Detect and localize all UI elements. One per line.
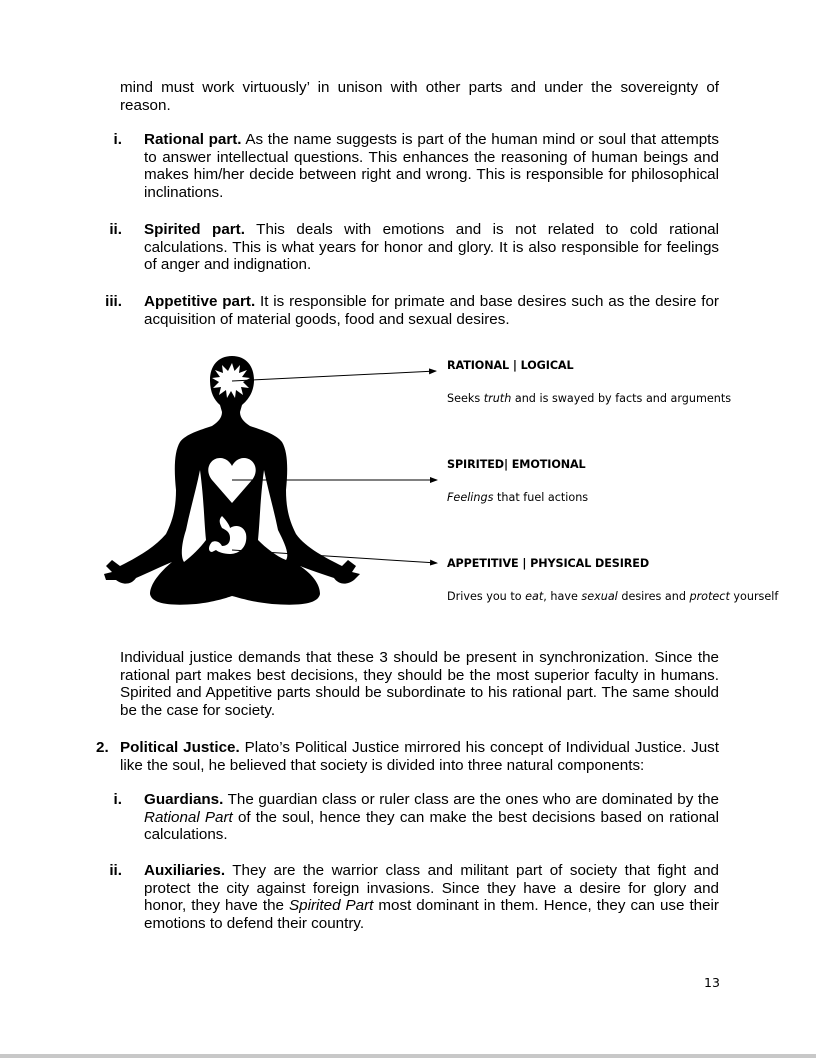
list-marker: i. — [113, 131, 122, 148]
rational-label-desc: Seeks truth and is swayed by facts and arguments — [447, 392, 732, 405]
list-number: 2. — [96, 739, 109, 756]
term-spirited: Spirited part. — [144, 221, 245, 238]
list-marker: ii. — [109, 862, 122, 879]
page-number: 13 — [704, 975, 720, 990]
list-marker: i. — [113, 791, 122, 808]
individual-justice-summary: Individual justice demands that these 3 should be present in synchronization. Since the rational part makes best decisions, they should be the most superior faculty in humans. Spirited and Appetitive parts should be subordinate to his rational part. The same should be the case for society. — [120, 649, 719, 719]
desc-appetitive: It is responsible for primate and base desires such as the desire for acquisition of material goods, food and sexual desires. — [144, 293, 719, 328]
list-marker: iii. — [105, 293, 122, 310]
intro-text: mind must work virtuously’ in unison with other parts and under the sovereignty of reason. — [120, 79, 719, 114]
desc-spirited: This deals with emotions and is not related to cold rational calculations. This is what years for honor and glory. It is also responsible for feelings of anger and indignation. — [144, 221, 719, 273]
list-item-auxiliaries: Auxiliaries. They are the warrior class and militant part of society that fight and protect the city against foreign invasions. Since they have a desire for glory and honor, they have the Spirited Part most dominant in them. Hence, they can use their emotions to defend their country. — [144, 862, 719, 932]
appetitive-label-title: APPETITIVE | PHYSICAL DESIRED — [447, 557, 650, 570]
rational-arrow — [232, 371, 436, 381]
page-bottom-border — [0, 1054, 816, 1058]
term-rational: Rational part. — [144, 131, 242, 148]
desc-rational: As the name suggests is part of the human mind or soul that attempts to answer intellectual questions. This enhances the reasoning of human beings and makes him/her decide between right and wrong. This is responsible for philosophical inclinations. — [144, 131, 719, 201]
spirited-label-title: SPIRITED| EMOTIONAL — [447, 458, 586, 471]
list-item-guardians: Guardians. The guardian class or ruler class are the ones who are dominated by the Rational Part of the soul, hence they can make the best decisions based on rational calculations. — [144, 791, 719, 843]
term-political-justice: Political Justice. — [120, 739, 240, 756]
rational-label-title: RATIONAL | LOGICAL — [447, 359, 574, 372]
term-guardians: Guardians. — [144, 791, 224, 808]
term-auxiliaries: Auxiliaries. — [144, 862, 226, 879]
appetitive-label-desc: Drives you to eat, have sexual desires and protect yourself — [447, 590, 779, 603]
list-marker: ii. — [109, 221, 122, 238]
term-appetitive: Appetitive part. — [144, 293, 256, 310]
political-justice-paragraph: Political Justice. Plato’s Political Justice mirrored his concept of Individual Justice. Just like the soul, he believed that society is divided into three natural components: — [120, 739, 719, 774]
spirited-label-desc: Feelings that fuel actions — [447, 491, 589, 504]
